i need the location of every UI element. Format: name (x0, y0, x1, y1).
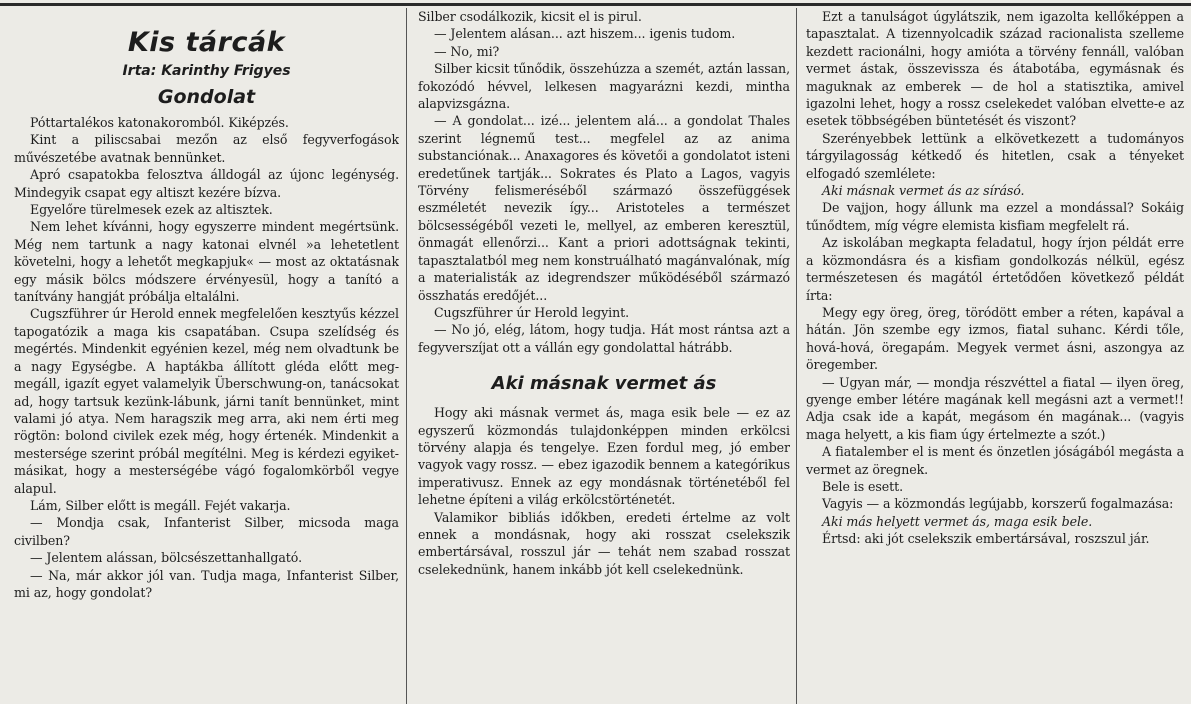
paragraph: — Jelentem alássan, bölcsészettanhallgató. (30, 550, 302, 566)
paragraph: — Na, már akkor jól van. Tudja maga, Infanterist Silber, mi az, hogy gondolat? (14, 567, 399, 600)
top-rule (0, 3, 1191, 6)
paragraph: De vajjon, hogy állunk ma ezzel a mondással? Sokáig tűnődtem, míg végre elemista kisfiam megfelelt rá. (806, 200, 1184, 233)
paragraph: Cugszführer úr Herold ennek megfelelően kesztyűs kézzel tapogatózik a maga kis csapatában. Csupa szelídség és megértés. Mindenkit egyénien kezel, még nem olvadtunk be a nagy Egységbe. A haptákba állított gléda előtt meg-megáll, igazít egyet valamelyik Überschwung-on, tanácsokat ad, hogy tartsuk kezünk-lábunk, járni tanít bennünket, mint valami jó atya. Nem haragszik meg arra, aki nem érti meg rögtön: bolond civilek ezek még, hogy értenék. Mindenkit a mestersége szerint próbál megítélni. Meg is kérdezi egyiket-másikat, hogy a mesterségébe vágó fogalomkörből vegye alapul. (14, 306, 399, 496)
proverb-line: Aki más helyett vermet ás, maga esik bele. (822, 513, 1093, 529)
paragraph: Értsd: aki jót cselekszik embertársával, roszszul jár. (822, 531, 1150, 547)
column-1 (14, 8, 399, 704)
paragraph: Nem lehet kívánni, hogy egyszerre mindent megértsünk. Még nem tartunk a nagy katonai elvnél »a lehetetlent követelni, hogy a lehetőt megkapjuk« — most az oktatásnak egy másik bölcs módszere érvényesül, hogy a tanító a tanítvány hangját próbálja eltalálni. (14, 219, 399, 305)
page-title: Kis tárcák (127, 27, 286, 58)
column-2 (418, 8, 790, 704)
paragraph: Kint a piliscsabai mezőn az első fegyverfogások művészetébe avatnak bennünket. (14, 132, 399, 165)
column-3 (806, 8, 1184, 704)
paragraph: Cugszführer úr Herold legyint. (434, 304, 630, 320)
story-title-gondolat: Gondolat (157, 86, 256, 108)
byline: Irta: Karinthy Frigyes (122, 63, 291, 79)
paragraph: — Jelentem alásan... azt hiszem... igenis tudom. (434, 26, 736, 42)
paragraph: Póttartalékos katonakoromból. Kiképzés. (30, 115, 289, 130)
column-divider (406, 8, 407, 704)
paragraph: Apró csapatokba felosztva álldogál az újonc legénység. Mindegyik csapat egy altiszt kezére bízva. (14, 167, 399, 200)
paragraph: Hogy aki másnak vermet ás, maga esik bele — ez az egyszerű közmondás tulajdonképpen minden erkölcsi törvény alapja és tengelye. Ezen fordul meg, jó ember vagyok vagy rossz. — ebez igazodik bennem a kategórikus imperativusz. Ennek az egy mondásnak történetéből fel lehetne építeni a világ erkölcstörténetét. (418, 405, 790, 508)
paragraph: Megy egy öreg, öreg, töródött ember a réten, kapával a hátán. Jön szembe egy izmos, fiatal suhanc. Kérdi tőle, hová-hová, öregapám. Megyek vermet ásni, aszongya az öregember. (806, 304, 1184, 373)
story-title-aki-masnak: Aki másnak vermet ás (491, 373, 717, 395)
paragraph: A fiatalember el is ment és önzetlen jóságából megásta a vermet az öregnek. (806, 444, 1184, 477)
paragraph: Valamikor bibliás időkben, eredeti értelme az volt ennek a mondásnak, hogy aki rosszat cselekszik embertársával, rosszul jár — tehát nem szabad rosszat cselekednünk, hanem inkább jót kell cselekednünk. (418, 509, 790, 577)
paragraph: — A gondolat... izé... jelentem alá... a gondolat Thales szerint légnemű test... megfelel az az anima substanciónak... Anaxagores és követői a gondolatot isteni eredetűnek tartják... Sokrates és Plato a Lagos, vagyis Törvény felismeréséből származó összefüggések eszméletét nevezik így... Aristoteles a természet bölcsességéből vezeti le, mellyel, az emberen keresztül, önmagát ellenőrzi... Kant a priori adottságnak tekinti, tapasztalatból meg nem konstruálható magánvalónak, míg a materialisták az idegrendszer működéséből származó összhatás eredőjét... (418, 113, 790, 303)
paragraph: Az iskolában megkapta feladatul, hogy írjon példát erre a közmondásra és a kisfiam gondolkozás nélkül, egész természetesen és magától értetődően következő példát írta: (806, 235, 1184, 303)
paragraph: — Mondja csak, Infanterist Silber, micsoda maga civilben? (14, 515, 399, 548)
paragraph: Silber kicsit tűnődik, összehúzza a szemét, aztán lassan, fokozódó hévvel, lelkesen magyarázni kezdi, mintha alapvizsgázna. (418, 61, 790, 112)
paragraph: — Ugyan már, — mondja részvéttel a fiatal — ilyen öreg, gyenge ember létére magának kell megásni azt a vermet!! Adja csak ide a kapát, megásom én magának... (vagyis maga helyett, a kis fiam úgy értelmezte a szót.) (806, 374, 1184, 442)
proverb-line: Aki másnak vermet ás az sírásó. (822, 183, 1025, 199)
paragraph: Szerényebbek lettünk a elkövetkezett a tudományos tárgyilagosság kétkedő és hitetlen, csak a tényeket elfogadó szemlélete: (806, 130, 1184, 181)
paragraph: Ezt a tanulságot úgylátszik, nem igazolta kellőképpen a tapasztalat. A tizennyolcadik század racionalista szelleme kezdett racionálni, hogy amióta a törvény fennáll, valóban vermet ástak, összevissza és átabotába, egymásnak és maguknak az emberek — de hol a statisztika, amivel igazolni lehet, hogy a rossz cselekedet valóban elvette-e az esetek többségében büntetését és viszont? (806, 9, 1184, 129)
paragraph: Silber csodálkozik, kicsit el is pirul. (418, 9, 642, 24)
paragraph: — No jó, elég, látom, hogy tudja. Hát most rántsa azt a fegyverszíjat ott a vállán egy gondolattal hátrább. (418, 322, 790, 355)
paragraph: Vagyis — a közmondás legújabb, korszerű fogalmazása: (822, 496, 1174, 512)
column-divider (796, 8, 797, 704)
paragraph: Egyelőre türelmesek ezek az altisztek. (30, 202, 273, 218)
paragraph: Bele is esett. (822, 478, 904, 494)
paragraph: — No, mi? (434, 43, 500, 59)
paragraph: Lám, Silber előtt is megáll. Fejét vakarja. (30, 497, 291, 513)
